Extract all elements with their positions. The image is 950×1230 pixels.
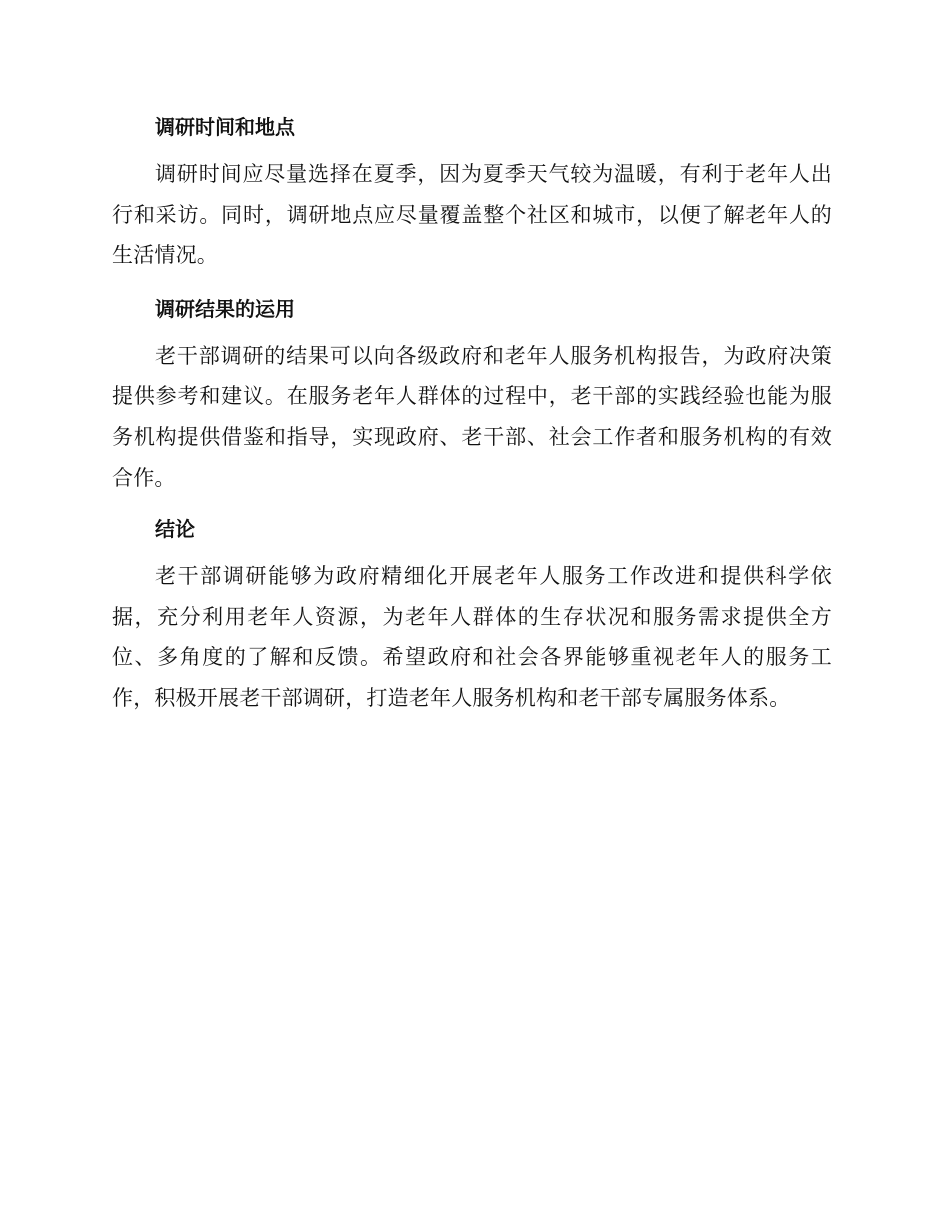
section-survey-time-location bbox=[112, 108, 832, 276]
section-heading: 调研结果的运用 bbox=[155, 296, 295, 321]
section-paragraph: 调研时间应尽量选择在夏季，因为夏季天气较为温暖，有利于老年人出行和采访。同时，调研地点应尽量覆盖整个社区和城市，以便了解老年人的生活情况。 bbox=[112, 162, 832, 268]
section-paragraph: 老干部调研的结果可以向各级政府和老年人服务机构报告，为政府决策提供参考和建议。在服务老年人群体的过程中，老干部的实践经验也能为服务机构提供借鉴和指导，实现政府、老干部、社会工作者和服务机构的有效合作。 bbox=[112, 343, 832, 490]
section-survey-results-use bbox=[112, 290, 832, 498]
section-paragraph: 老干部调研能够为政府精细化开展老年人服务工作改进和提供科学依据，充分利用老年人资源，为老年人群体的生存状况和服务需求提供全方位、多角度的了解和反馈。希望政府和社会各界能够重视老年人的服务工作，积极开展老干部调研，打造老年人服务机构和老干部专属服务体系。 bbox=[112, 564, 832, 710]
document-page bbox=[112, 108, 832, 719]
section-heading: 调研时间和地点 bbox=[155, 115, 295, 139]
section-conclusion bbox=[112, 510, 832, 718]
section-heading: 结论 bbox=[155, 517, 195, 542]
